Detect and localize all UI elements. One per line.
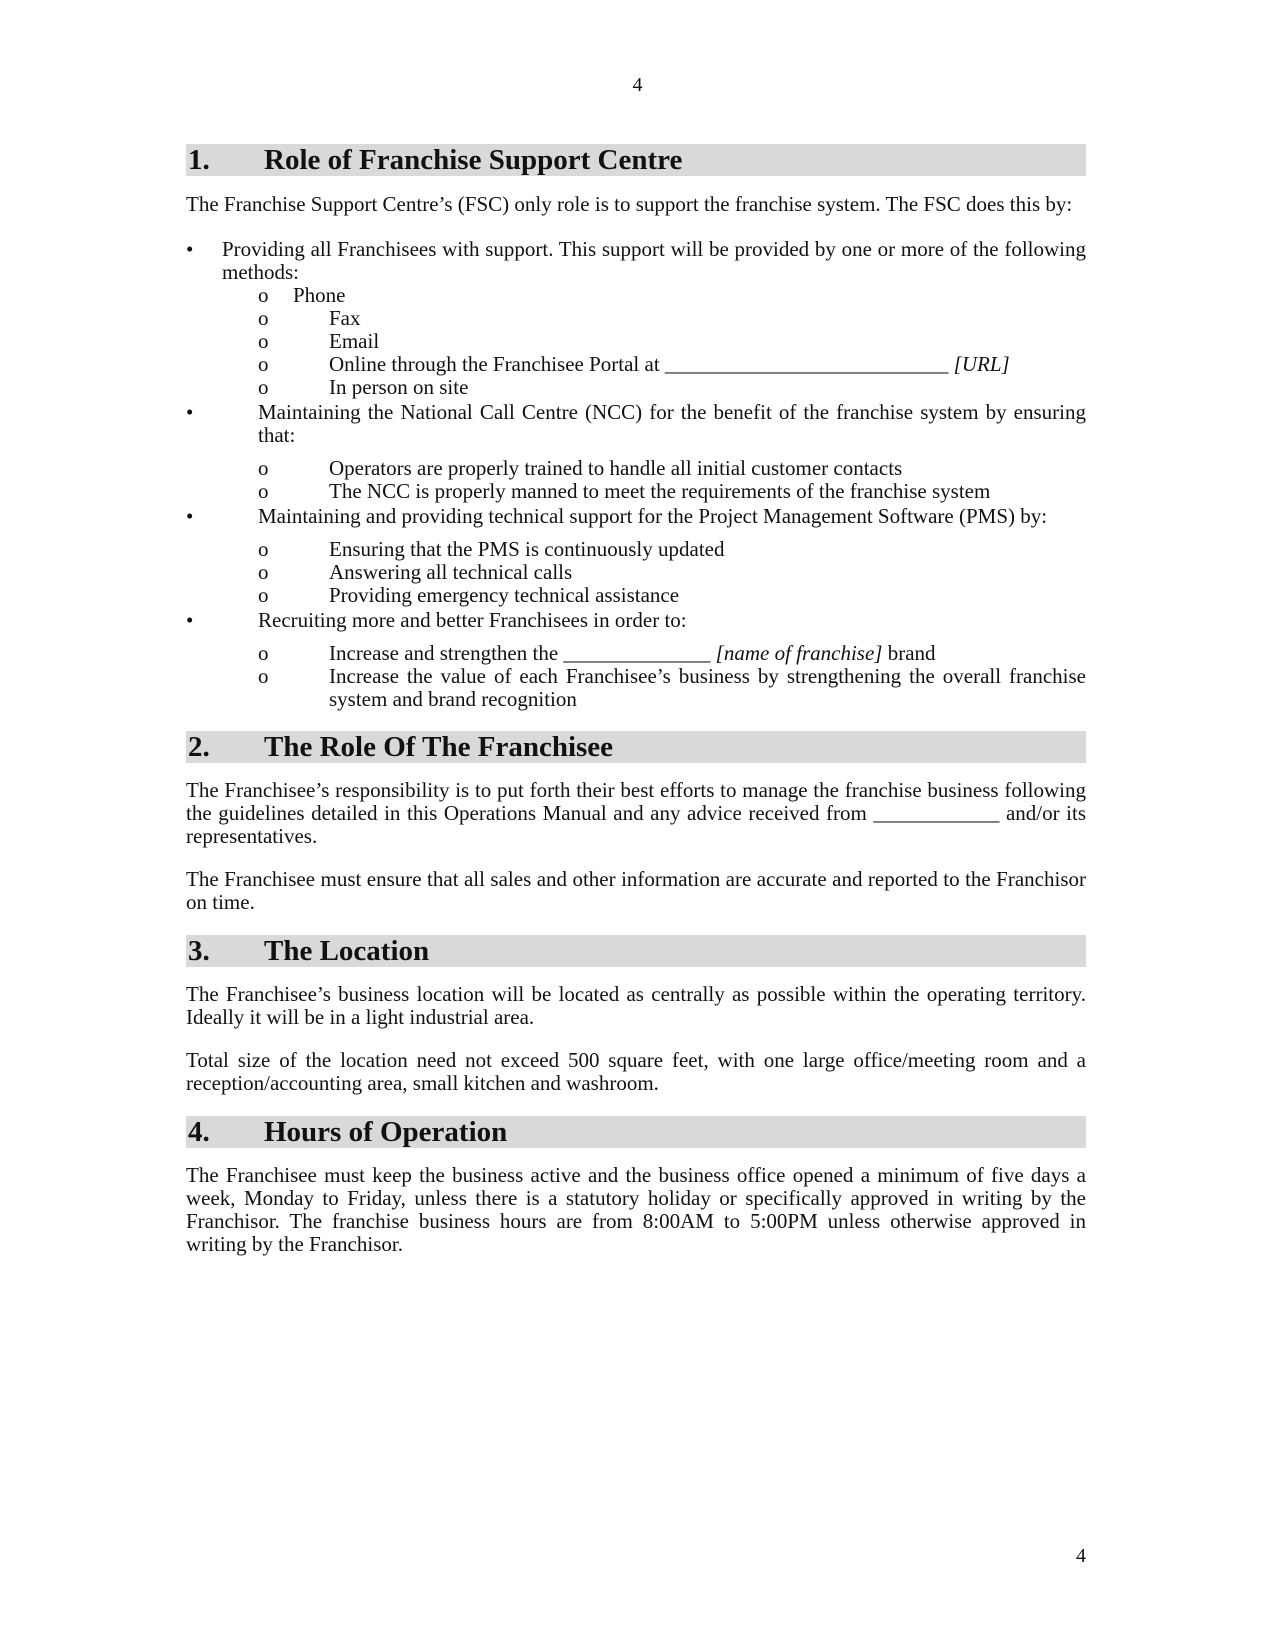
bullet-marker: • [186,504,194,528]
bullet-pms [186,505,1086,528]
sub-marker: o [258,375,269,399]
sub-item-value: o Increase the value of each Franchisee’s business by strengthening the overall franchise system and brand recognition [258,664,1086,711]
bullet-marker: • [186,400,194,424]
sub-item-pms-updated: o Ensuring that the PMS is continuously updated [258,537,725,561]
page-number-top: 4 [632,74,643,96]
sub-item-emergency-assistance: o Providing emergency technical assistance [258,583,680,607]
document-body [186,143,1086,1256]
bullet-support [186,238,1086,284]
sub-marker: o [258,306,269,330]
bullet-pms-text: Maintaining and providing technical support for the Project Management Software (PMS) by: [258,504,1048,528]
sub-item-fax: o Fax [258,306,361,330]
bullet-ncc [186,401,1086,447]
sub-marker: o [258,537,269,561]
sub-item-technical-calls: o Answering all technical calls [258,560,573,584]
section-2-para-1: The Franchisee’s responsibility is to put forth their best efforts to manage the franchise business following the guidelines detailed in this Operations Manual and any advice received from ____________ and/or its representatives. [186,778,1086,848]
bullet-ncc-text: Maintaining the National Call Centre (NCC) for the benefit of the franchise system by ensuring that: [258,400,1086,447]
section-3-para-1: The Franchisee’s business location will be located as centrally as possible within the operating territory. Ideally it will be in a light industrial area. [186,982,1086,1029]
sub-marker: o [258,560,269,584]
bullet-recruiting [186,609,1086,632]
section-3-number: 3. [188,934,210,967]
sub-marker: o [258,583,269,607]
section-2-number: 2. [188,730,210,763]
section-1-title: Role of Franchise Support Centre [264,143,683,176]
bullet-marker: • [186,608,194,632]
section-4-title: Hours of Operation [264,1115,508,1148]
section-1-intro: The Franchise Support Centre’s (FSC) only role is to support the franchise system. The FSC does this by: [186,192,1073,216]
bullet-marker: • [186,237,194,261]
sub-marker: o [258,352,269,376]
section-1-bullets [186,238,1086,711]
section-3-para-2: Total size of the location need not exceed 500 square feet, with one large office/meeting room and a reception/accounting area, small kitchen and washroom. [186,1048,1086,1095]
sub-marker: o [258,329,269,353]
sub-marker: o [258,283,269,307]
section-1-heading [186,144,1086,176]
section-3-title: The Location [264,934,430,967]
sub-item-phone: o Phone [258,283,346,307]
bullet-recruiting-text: Recruiting more and better Franchisees in order to: [258,608,687,632]
sub-item-email: o Email [258,329,380,353]
section-2-heading [186,731,1086,763]
section-2-para-2: The Franchisee must ensure that all sales and other information are accurate and reported to the Franchisor on time. [186,867,1086,914]
sub-item-online-portal: o Online through the Franchisee Portal at ___________________________ [URL] [258,352,1010,376]
sub-marker: o [258,479,269,503]
section-3-heading [186,935,1086,967]
url-placeholder: [URL] [953,352,1010,376]
section-2-title: The Role Of The Franchisee [264,730,614,763]
bullet-support-text: Providing all Franchisees with support. This support will be provided by one or more of the following methods: [222,237,1086,284]
sub-item-ncc-manned: o The NCC is properly manned to meet the requirements of the franchise system [258,479,991,503]
franchise-name-placeholder: [name of franchise] [715,641,883,665]
section-4-heading [186,1116,1086,1148]
sub-item-brand: o Increase and strengthen the ______________ [name of franchise] brand [258,641,936,665]
sub-marker: o [258,641,269,665]
section-4-number: 4. [188,1115,210,1148]
page-number-bottom: 4 [1076,1545,1086,1567]
sub-marker: o [258,456,269,480]
sub-marker: o [258,664,269,688]
section-4-para-1: The Franchisee must keep the business active and the business office opened a minimum of five days a week, Monday to Friday, unless there is a statutory holiday or specifically approved in writing by the Franchisor. The franchise business hours are from 8:00AM to 5:00PM unless otherwise approved in writing by the Franchisor. [186,1163,1086,1256]
sub-item-operators: o Operators are properly trained to handle all initial customer contacts [258,456,903,480]
sub-item-in-person: o In person on site [258,375,469,399]
section-1-number: 1. [188,143,210,176]
